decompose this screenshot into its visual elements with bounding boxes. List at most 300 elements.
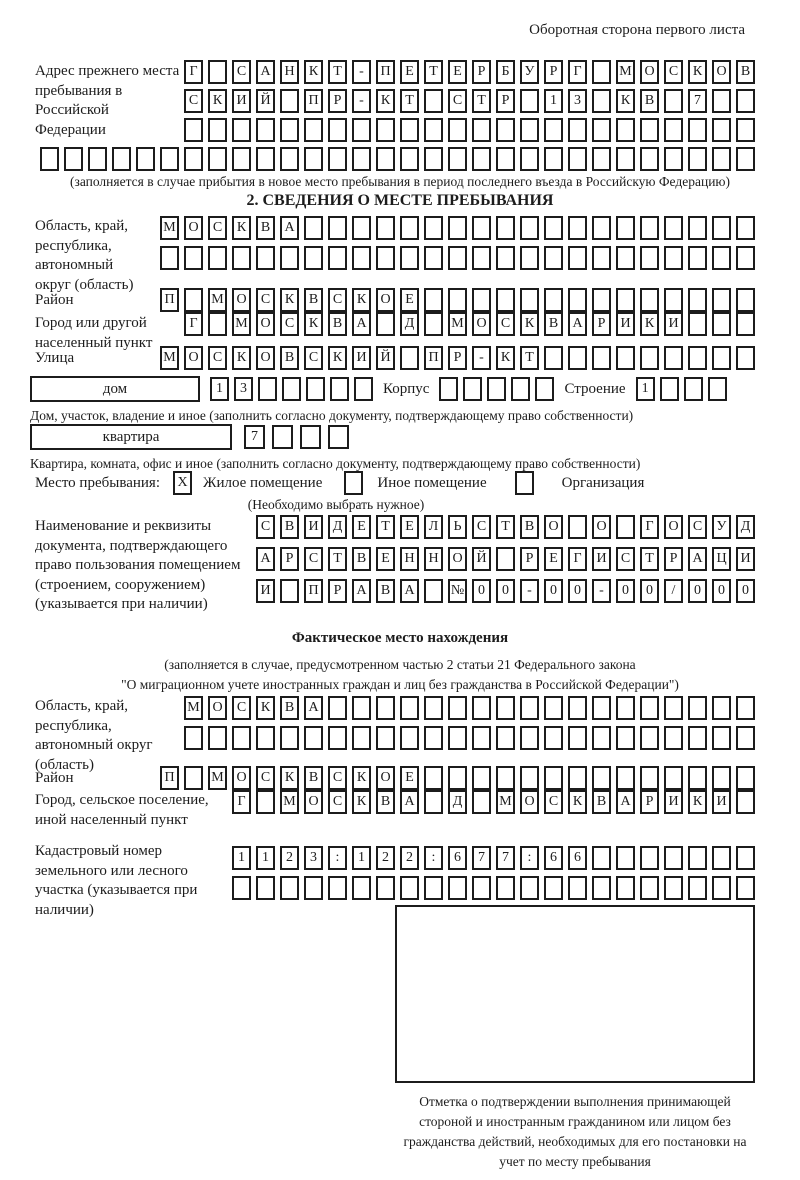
char-cell [304,246,323,270]
char-cell: О [520,790,539,814]
char-cell: 6 [448,846,467,870]
char-cell: К [520,312,539,336]
char-cell [232,246,251,270]
char-cell [736,876,755,900]
char-cell: Г [568,547,587,571]
char-cell [352,216,371,240]
prev-address-label: Адрес прежнего места пребывания в Российской Федерации [35,63,180,138]
char-cell [520,696,539,720]
char-cell: И [736,547,755,571]
char-cell [736,246,755,270]
char-cell: : [520,846,539,870]
char-cell [472,696,491,720]
char-cell [616,696,635,720]
actual-city-label: Город, сельское поселение, иной населенный пункт [35,792,209,828]
char-cell [688,696,707,720]
char-cell [664,246,683,270]
char-cell [328,216,347,240]
char-cell [300,425,321,449]
char-cell: В [376,579,395,603]
char-cell: Р [472,60,491,84]
char-cell [352,118,371,142]
char-cell: К [352,766,371,790]
char-cell [736,288,755,312]
char-cell: М [232,312,251,336]
char-cell: 0 [544,579,563,603]
char-cell: 7 [244,425,265,449]
char-cell [496,726,515,750]
char-cell [544,118,563,142]
char-cell: 1 [232,846,251,870]
char-cell: Т [328,60,347,84]
char-cell: С [496,312,515,336]
residence-type-label: Место пребывания: [35,475,160,491]
char-cell [282,377,301,401]
char-cell: С [328,790,347,814]
char-cell: - [472,346,491,370]
char-cell: В [304,288,323,312]
char-cell [448,876,467,900]
char-cell [330,377,349,401]
char-cell: 0 [736,579,755,603]
char-cell [448,118,467,142]
char-cell: В [256,216,275,240]
char-cell: К [616,89,635,113]
char-cell [328,118,347,142]
char-cell [496,147,515,171]
char-cell: С [328,766,347,790]
char-cell [304,726,323,750]
char-cell [256,118,275,142]
char-cell [496,118,515,142]
char-cell: 7 [496,846,515,870]
char-cell [640,726,659,750]
char-cell [568,246,587,270]
char-cell [616,216,635,240]
char-cell [592,246,611,270]
char-cell [376,246,395,270]
char-cell: Р [664,547,683,571]
char-cell [592,346,611,370]
char-cell [328,246,347,270]
char-cell [544,726,563,750]
char-cell [736,766,755,790]
char-cell [736,147,755,171]
char-cell [520,118,539,142]
char-cell: 3 [304,846,323,870]
char-cell: К [304,312,323,336]
char-cell: Т [400,89,419,113]
char-cell: С [304,547,323,571]
char-cell: У [712,515,731,539]
char-cell: № [448,579,467,603]
char-cell: К [496,346,515,370]
char-cell: О [376,288,395,312]
char-cell [712,876,731,900]
char-cell: И [592,547,611,571]
residence-type-row [35,472,644,495]
char-cell: Н [424,547,443,571]
char-cell: Е [400,288,419,312]
char-cell: К [376,89,395,113]
char-cell [352,246,371,270]
char-cell [736,696,755,720]
char-cell [328,696,347,720]
char-cell [280,89,299,113]
char-cell [472,790,491,814]
char-cell: А [400,579,419,603]
char-cell: Г [184,312,203,336]
char-cell [568,118,587,142]
char-cell [544,876,563,900]
actual-city-row [232,790,755,814]
char-cell: 1 [544,89,563,113]
char-cell [258,377,277,401]
char-cell [736,726,755,750]
confirmation-stamp-box [395,905,755,1083]
document-row-2 [256,547,755,571]
char-cell: В [376,790,395,814]
char-cell: Г [640,515,659,539]
char-cell [616,118,635,142]
char-cell [352,147,371,171]
char-cell [208,246,227,270]
char-cell [400,216,419,240]
char-cell: П [376,60,395,84]
char-cell: М [184,696,203,720]
char-cell [280,876,299,900]
char-cell [352,876,371,900]
char-cell [424,790,443,814]
char-cell: Р [328,89,347,113]
char-cell: В [736,60,755,84]
char-cell [640,696,659,720]
char-cell [520,216,539,240]
char-cell: - [520,579,539,603]
char-cell [280,579,299,603]
char-cell [616,766,635,790]
char-cell [688,846,707,870]
char-cell: Р [448,346,467,370]
char-cell [664,288,683,312]
actual-location-note-line1: (заполняется в случае, предусмотренном частью 2 статьи 21 Федерального закона [164,657,636,672]
char-cell [708,377,727,401]
document-label: Наименование и реквизиты документа, подтверждающего право пользования помещением (строением, сооружением) (указывается при наличии) [35,518,241,612]
char-cell: М [208,288,227,312]
prev-address-row-1 [184,60,755,84]
char-cell [664,118,683,142]
char-cell [472,766,491,790]
char-cell: Ь [448,515,467,539]
char-cell: С [208,346,227,370]
char-cell [376,147,395,171]
char-cell [592,288,611,312]
char-cell [232,876,251,900]
char-cell [424,579,443,603]
char-cell: А [256,547,275,571]
char-cell: Р [592,312,611,336]
char-cell [736,312,755,336]
char-cell [40,147,59,171]
char-cell: 0 [640,579,659,603]
char-cell: О [592,515,611,539]
char-cell: С [544,790,563,814]
char-cell: И [616,312,635,336]
char-cell: В [280,346,299,370]
prev-address-row-3 [184,118,755,142]
char-cell: А [568,312,587,336]
cadastre-row-2 [232,876,755,900]
char-cell: К [688,60,707,84]
char-cell: Р [280,547,299,571]
char-cell [616,346,635,370]
char-cell [232,726,251,750]
char-cell [376,118,395,142]
char-cell [535,377,554,401]
char-cell: Е [376,547,395,571]
char-cell [640,216,659,240]
char-cell [496,876,515,900]
char-cell [712,846,731,870]
district-row [160,288,755,312]
district-label: Район [35,292,74,308]
char-cell: О [448,547,467,571]
region-row-1 [160,216,755,240]
char-cell: 3 [234,377,253,401]
char-cell: В [640,89,659,113]
char-cell: И [664,312,683,336]
char-cell [520,766,539,790]
char-cell [400,246,419,270]
char-cell: А [256,60,275,84]
actual-district-row [160,766,755,790]
char-cell [664,876,683,900]
char-cell: П [304,579,323,603]
char-cell [352,696,371,720]
char-cell [688,216,707,240]
char-cell [88,147,107,171]
char-cell: С [448,89,467,113]
char-cell [424,876,443,900]
char-cell: 2 [376,846,395,870]
char-cell [664,726,683,750]
char-cell [136,147,155,171]
char-cell [712,147,731,171]
char-cell: О [376,766,395,790]
char-cell: С [688,515,707,539]
char-cell: Е [352,515,371,539]
char-cell [424,246,443,270]
house-field-label: дом [30,376,200,402]
char-cell [712,89,731,113]
char-cell [660,377,679,401]
char-cell: А [304,696,323,720]
char-cell [712,346,731,370]
char-cell [472,216,491,240]
char-cell [640,118,659,142]
char-cell [328,726,347,750]
char-cell [280,726,299,750]
char-cell [400,147,419,171]
char-cell [544,346,563,370]
char-cell [208,147,227,171]
actual-region-row-2 [184,726,755,750]
city-row [184,312,755,336]
char-cell [568,346,587,370]
char-cell: М [160,346,179,370]
char-cell: Б [496,60,515,84]
char-cell [684,377,703,401]
char-cell: И [712,790,731,814]
char-cell [208,312,227,336]
char-cell [463,377,482,401]
char-cell [376,696,395,720]
residence-type-checkbox-other-premises [344,471,363,495]
char-cell [640,846,659,870]
prev-address-note: (заполняется в случае прибытия в новое место пребывания в период последнего въезда в Российскую Федерацию) [69,174,731,189]
char-cell [232,118,251,142]
char-cell: 1 [210,377,229,401]
cadastre-row-1 [232,846,755,870]
apartment-note: Квартира, комната, офис и иное (заполнить согласно документу, подтверждающему право собственности) [30,456,641,471]
apartment-number-cells [244,425,349,449]
char-cell: 7 [688,89,707,113]
char-cell: Т [424,60,443,84]
char-cell [640,288,659,312]
char-cell: К [280,766,299,790]
char-cell: И [232,89,251,113]
char-cell [184,246,203,270]
char-cell: 0 [472,579,491,603]
char-cell [616,246,635,270]
char-cell [424,726,443,750]
residence-type-checkbox-organization [515,471,534,495]
char-cell: 6 [568,846,587,870]
char-cell [304,876,323,900]
char-cell: А [352,579,371,603]
char-cell [64,147,83,171]
char-cell [184,288,203,312]
char-cell [544,246,563,270]
region-label: Область, край, республика, автономный округ (область) [35,218,134,293]
char-cell [712,216,731,240]
char-cell: О [184,216,203,240]
prev-address-row-2 [184,89,755,113]
char-cell: / [664,579,683,603]
char-cell [736,846,755,870]
char-cell [640,766,659,790]
char-cell [664,147,683,171]
char-cell: О [232,766,251,790]
char-cell [472,147,491,171]
char-cell: С [256,515,275,539]
char-cell: : [424,846,443,870]
char-cell [616,147,635,171]
char-cell [112,147,131,171]
char-cell: В [352,547,371,571]
char-cell [736,790,755,814]
stamp-note: Отметка о подтверждении выполнения принимающей стороной и иностранным гражданином или лицом без гражданства действий, необходимых для его постановки на учет по месту пребывания [403,1094,747,1169]
char-cell: В [328,312,347,336]
char-cell: А [400,790,419,814]
char-cell: О [640,60,659,84]
char-cell [544,147,563,171]
char-cell [511,377,530,401]
char-cell: Д [448,790,467,814]
apartment-field-label: квартира [30,424,232,450]
char-cell: А [616,790,635,814]
char-cell [208,60,227,84]
char-cell: 1 [256,846,275,870]
char-cell [736,89,755,113]
char-cell: М [208,766,227,790]
char-cell: С [280,312,299,336]
residence-type-option-other-premises-label: Иное помещение [377,475,487,491]
char-cell [184,766,203,790]
char-cell [568,515,587,539]
street-row [160,346,755,370]
char-cell: 1 [352,846,371,870]
char-cell [256,876,275,900]
char-cell [712,766,731,790]
char-cell [376,216,395,240]
actual-district-label: Район [35,770,74,786]
char-cell [256,147,275,171]
char-cell: Д [736,515,755,539]
char-cell [736,216,755,240]
char-cell [208,118,227,142]
char-cell [568,726,587,750]
char-cell: К [568,790,587,814]
char-cell: Й [376,346,395,370]
street-label: Улица [35,350,75,366]
char-cell: М [496,790,515,814]
char-cell: : [328,846,347,870]
char-cell: 2 [280,846,299,870]
char-cell: Ц [712,547,731,571]
char-cell [640,246,659,270]
char-cell: К [304,60,323,84]
char-cell: К [232,216,251,240]
char-cell [448,246,467,270]
char-cell: 0 [688,579,707,603]
document-row-1 [256,515,755,539]
char-cell [664,346,683,370]
char-cell: 0 [568,579,587,603]
char-cell [448,726,467,750]
char-cell [424,696,443,720]
char-cell [304,118,323,142]
char-cell [400,118,419,142]
char-cell [688,726,707,750]
char-cell [472,288,491,312]
char-cell [544,216,563,240]
char-cell [712,246,731,270]
residence-type-option-dwelling-label: Жилое помещение [203,475,323,491]
char-cell: О [232,288,251,312]
char-cell: Т [520,346,539,370]
residence-type-checkbox-dwelling: X [173,471,192,495]
char-cell [712,312,731,336]
char-cell: С [256,766,275,790]
char-cell [592,726,611,750]
char-cell: С [208,216,227,240]
char-cell [568,876,587,900]
char-cell: В [592,790,611,814]
char-cell [472,118,491,142]
char-cell [592,766,611,790]
char-cell [439,377,458,401]
